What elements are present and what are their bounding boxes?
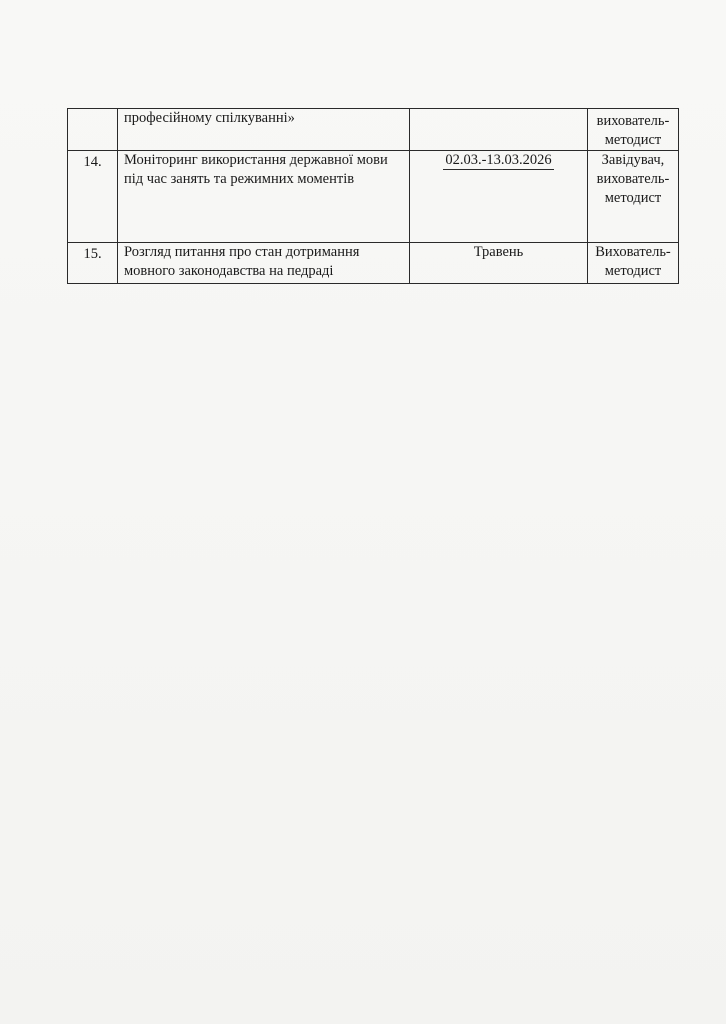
plan-table <box>67 108 679 284</box>
row-number-cell <box>68 109 118 151</box>
responsible-cell: Вихователь-методист <box>588 243 679 284</box>
task-cell: Моніторинг використання державної мови під час занять та режимних моментів <box>118 151 410 243</box>
row-number-cell: 14. <box>68 151 118 243</box>
table-row <box>68 151 679 243</box>
responsible-cell: Завідувач, вихователь-методист <box>588 151 679 243</box>
table-row <box>68 109 679 151</box>
table-row <box>68 243 679 284</box>
row-number-cell: 15. <box>68 243 118 284</box>
date-cell <box>410 109 588 151</box>
date-text: 02.03.-13.03.2026 <box>445 152 552 168</box>
task-cell: Розгляд питання про стан дотримання мовного законодавства на педраді <box>118 243 410 284</box>
date-cell: Травень <box>410 243 588 284</box>
task-cell: професійному спілкуванні» <box>118 109 410 151</box>
responsible-cell: вихователь-методист <box>588 109 679 151</box>
date-cell <box>410 151 588 243</box>
